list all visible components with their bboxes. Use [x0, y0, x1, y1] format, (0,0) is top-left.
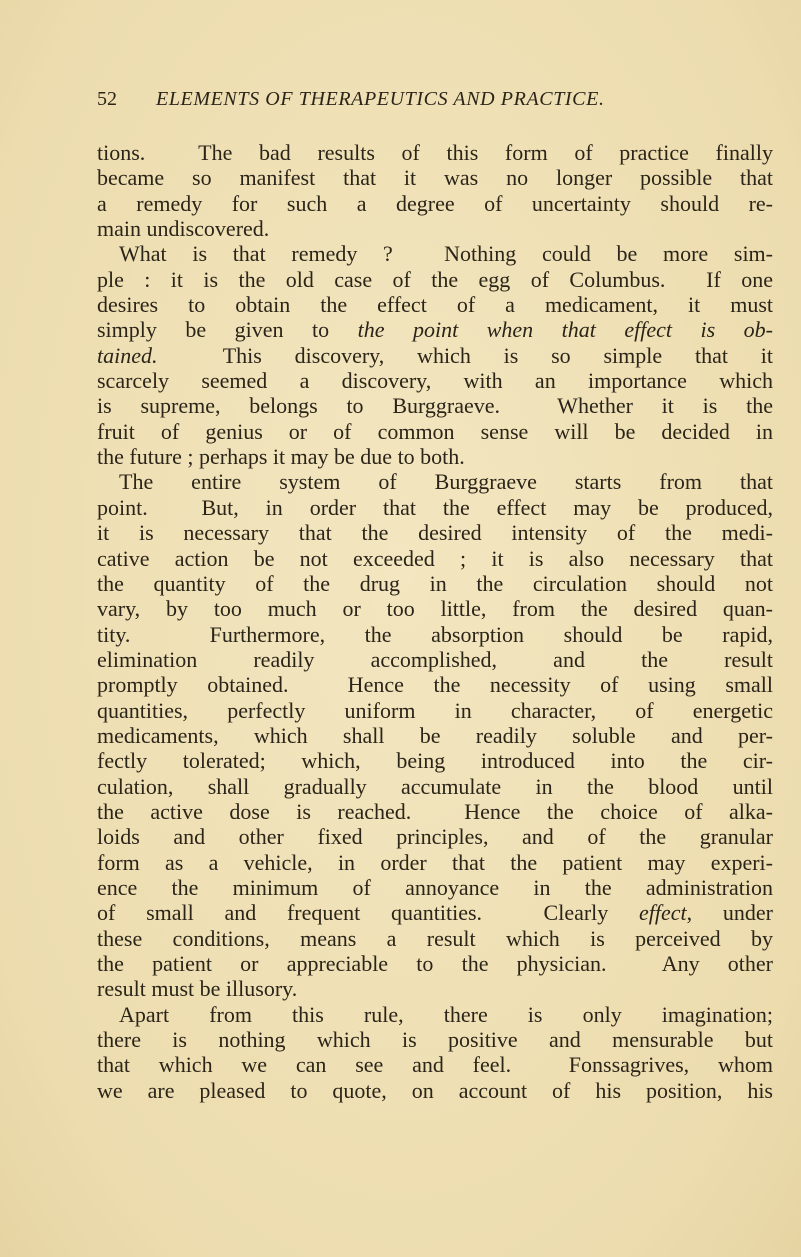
- text-line: [97, 926, 773, 951]
- text-segment: promptly obtained. Hence the necessity of using small: [97, 672, 773, 698]
- body-text: [97, 140, 773, 1103]
- text-line: [97, 140, 773, 165]
- text-line: [97, 1027, 773, 1052]
- text-line: [97, 723, 773, 748]
- text-segment: the active dose is reached. Hence the choice of alka-: [97, 798, 773, 824]
- text-line: [97, 546, 773, 571]
- text-segment: desires to obtain the effect of a medicament, it must: [97, 292, 773, 318]
- text-line: [97, 850, 773, 875]
- text-line: [97, 900, 773, 925]
- italic-text: the point when that effect is ob-: [357, 317, 773, 343]
- text-line: [97, 622, 773, 647]
- text-segment: The entire system of Burggraeve starts from that: [119, 469, 773, 495]
- text-line: [97, 241, 773, 266]
- text-line: [97, 317, 773, 342]
- text-segment: the quantity of the drug in the circulation should not: [97, 570, 773, 596]
- text-line: [97, 1078, 773, 1103]
- text-line: [97, 165, 773, 190]
- text-line: [97, 393, 773, 418]
- italic-text: effect: [639, 900, 687, 926]
- text-segment: ple : it is the old case of the egg of Columbus. If one: [97, 266, 773, 292]
- text-segment: medicaments, which shall be readily soluble and per-: [97, 722, 773, 748]
- text-segment: a remedy for such a degree of uncertainty should re-: [97, 190, 773, 216]
- text-segment: elimination readily accomplished, and the result: [97, 646, 773, 672]
- text-segment: result must be illusory.: [97, 976, 298, 1002]
- text-line: [97, 824, 773, 849]
- text-segment: these conditions, means a result which is perceived by: [97, 925, 773, 951]
- text-line: [97, 495, 773, 520]
- text-segment: it is necessary that the desired intensity of the medi-: [97, 520, 773, 546]
- text-segment: the patient or appreciable to the physician. Any other: [97, 951, 773, 976]
- text-line: [97, 191, 773, 216]
- text-line: [97, 698, 773, 723]
- text-segment: ence the minimum of annoyance in the administration: [97, 874, 773, 900]
- text-segment: form as a vehicle, in order that the patient may experi-: [97, 849, 773, 875]
- text-line: [97, 1002, 773, 1027]
- text-line: [97, 951, 773, 976]
- running-header: [97, 88, 605, 114]
- text-segment: tity. Furthermore, the absorption should be rapid,: [97, 621, 773, 647]
- text-segment: became so manifest that it was no longer possible that: [97, 165, 773, 191]
- text-segment: loids and other fixed principles, and of the granular: [97, 824, 773, 850]
- text-line: [97, 419, 773, 444]
- text-segment: This discovery, which is so simple that it: [157, 342, 773, 368]
- running-title: ELEMENTS OF THERAPEUTICS AND PRACTICE.: [156, 88, 605, 110]
- text-line: [97, 647, 773, 672]
- text-segment: is supreme, belongs to Burggraeve. Whether it is the: [97, 393, 773, 419]
- text-segment: scarcely seemed a discovery, with an importance which: [97, 368, 773, 394]
- text-line: [97, 267, 773, 292]
- text-segment: of small and frequent quantities. Clearly: [97, 900, 640, 926]
- text-line: [97, 343, 773, 368]
- text-segment: , under: [686, 900, 774, 926]
- text-line: [97, 1052, 773, 1077]
- page-number: 52: [97, 88, 117, 110]
- text-line: [97, 216, 773, 241]
- text-segment: there is nothing which is positive and mensurable but: [97, 1027, 773, 1053]
- text-segment: cative action be not exceeded ; it is also necessary that: [97, 545, 773, 571]
- text-segment: main undiscovered.: [97, 216, 270, 242]
- text-segment: fruit of genius or of common sense will be decided in: [97, 418, 773, 444]
- text-line: [97, 292, 773, 317]
- text-segment: quantities, perfectly uniform in character, of energetic: [97, 697, 773, 723]
- text-segment: we are pleased to quote, on account of his position, his: [97, 1077, 773, 1103]
- text-segment: the future ; perhaps it may be due to both.: [97, 444, 465, 470]
- text-segment: point. But, in order that the effect may be produced,: [97, 494, 773, 520]
- text-segment: vary, by too much or too little, from the desired quan-: [97, 596, 773, 622]
- text-line: [97, 799, 773, 824]
- text-segment: What is that remedy ? Nothing could be more sim-: [119, 241, 773, 267]
- text-line: [97, 520, 773, 545]
- text-line: [97, 571, 773, 596]
- text-line: [97, 672, 773, 697]
- text-line: [97, 774, 773, 799]
- text-line: [97, 976, 773, 1001]
- text-segment: tions. The bad results of this form of practice finally: [97, 140, 773, 165]
- text-line: [97, 444, 773, 469]
- text-line: [97, 875, 773, 900]
- text-line: [97, 748, 773, 773]
- text-segment: Apart from this rule, there is only imagination;: [119, 1001, 773, 1027]
- text-line: [97, 469, 773, 494]
- text-segment: culation, shall gradually accumulate in the blood until: [97, 773, 773, 799]
- italic-text: tained.: [97, 342, 158, 368]
- text-segment: that which we can see and feel. Fonssagrives, whom: [97, 1052, 773, 1078]
- text-segment: fectly tolerated; which, being introduced into the cir-: [97, 748, 773, 774]
- text-segment: simply be given to: [97, 317, 358, 343]
- text-line: [97, 596, 773, 621]
- text-line: [97, 368, 773, 393]
